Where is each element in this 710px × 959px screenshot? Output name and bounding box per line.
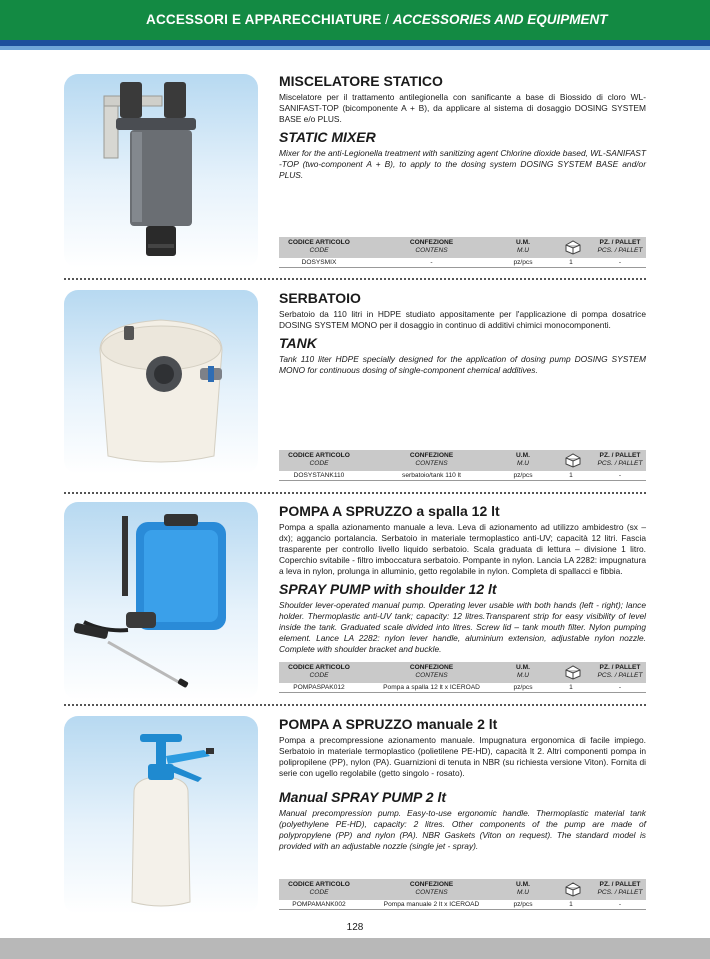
row-code: POMPASPAK012 [293,684,345,691]
pallet-header: PZ. / PALLET PCS. / PALLET [597,239,643,254]
spec-table-header [279,450,646,471]
backpack-sprayer-illustration [64,502,258,700]
backpack-sprayer-photo [64,502,258,700]
row-pallet: - [618,472,622,479]
spec-table-header [279,879,646,900]
product-desc-en: Tank 110 liter HDPE specially designed for the application of dosing pump DOSING SYSTEM MONO for continuous dosing of single-component chemical additives. [279,354,646,375]
code-header: CODICE ARTICOLO CODE [288,452,350,467]
row-code: DOSYSTANK110 [293,472,345,479]
page-number: 128 [346,922,364,933]
product-title-en: SPRAY PUMP with shoulder 12 lt [279,581,497,597]
pallet-header: PZ. / PALLET PCS. / PALLET [597,452,643,467]
row-um: pz/pcs [513,684,533,691]
header-stripe-light [0,46,710,50]
pack-header: CONFEZIONE CONTENS [409,664,454,679]
box-icon [565,665,581,680]
um-header: U.M. M.U [516,452,530,467]
row-pack: Pompa manuale 2 lt x ICEROAD [383,901,480,908]
um-header: U.M. M.U [516,239,530,254]
footer-bar [0,938,710,959]
spec-table [279,662,646,693]
product-title-it: POMPA A SPRUZZO manuale 2 lt [279,716,498,732]
table-row [279,471,646,481]
product-title-en: Manual SPRAY PUMP 2 lt [279,789,446,805]
row-um: pz/pcs [513,472,533,479]
spec-table [279,879,646,910]
spec-table-header [279,237,646,258]
row-box: 1 [569,684,573,691]
spec-table [279,450,646,481]
row-box: 1 [569,472,573,479]
code-header: CODICE ARTICOLO CODE [288,664,350,679]
product-title-en: STATIC MIXER [279,129,376,145]
product-desc-it: Serbatoio da 110 litri in HDPE studiato appositamente per l'applicazione di pompa dosatrice DOSING SYSTEM MONO per il dosaggio in continuo di additivi chimici monocomponenti. [279,309,646,330]
tank-photo [64,290,258,474]
header-separator: / [381,12,393,27]
static-mixer-text [279,73,646,181]
product-desc-it: Pompa a spalla azionamento manuale a leva. Leva di azionamento ad utilizzo ambidestro (sx – dx); aggancio portalancia. Serbatoio in materiale termoplastico anti-UV; capacità 12 litri. Fascia trasparente per controllo livello liquido serbatoio. Scala graduata di lettura – divisione 1 litro. Coperchio svitabile - filtro imboccatura serbatoio. Pompante in nylon. Lancia LA 2282: impugnatura a leva in nylon, prolunga in alluminio, getto regolabile in nylon. Completa di spallacci e fibbia. [279,522,646,576]
hand-sprayer-photo [64,716,258,914]
product-desc-it: Pompa a precompressione azionamento manuale. Impugnatura ergonomica di facile impiego. Serbatoio in materiale termoplastico (polietilene PE-HD), capacità lt 2. Altri componenti pompa in polipropilene (PP), nylon (PA). Guarnizioni di tenuta in NBR (su richiesta versione Viton). Fornita di serie con ugello regolabile (getto singolo - rosato). [279,735,646,778]
row-box: 1 [569,901,573,908]
backpack-sprayer-text [279,503,646,655]
product-title-it: POMPA A SPRUZZO a spalla 12 lt [279,503,500,519]
header-title-en: ACCESSORIES AND EQUIPMENT [392,12,608,27]
box-icon [565,453,581,468]
section-divider [64,492,646,494]
tank-text [279,290,646,376]
row-pack: Pompa a spalla 12 lt x ICEROAD [383,684,480,691]
product-desc-en: Mixer for the anti-Legionella treatment with sanitizing agent Chlorine dioxide based, WL-SANIFAST -TOP (two-component A + B), to apply to the dosing system DOSING SYSTEM BASE and/or PLUS. [279,148,646,180]
um-header: U.M. M.U [516,881,530,896]
row-um: pz/pcs [513,259,533,266]
product-title-en: TANK [279,335,317,351]
row-code: DOSYSMIX [301,259,337,266]
table-row [279,258,646,268]
product-title-it: MISCELATORE STATICO [279,73,443,89]
pack-header: CONFEZIONE CONTENS [409,881,454,896]
product-title-it: SERBATOIO [279,290,361,306]
row-code: POMPAMANK002 [292,901,346,908]
tank-illustration [64,290,258,474]
static-mixer-illustration [64,74,258,268]
section-divider [64,704,646,706]
row-um: pz/pcs [513,901,533,908]
box-icon [565,882,581,897]
header-title-it: ACCESSORI E APPARECCHIATURE [146,12,382,27]
hand-sprayer-text [279,716,646,852]
pallet-header: PZ. / PALLET PCS. / PALLET [597,881,643,896]
pack-header: CONFEZIONE CONTENS [409,239,454,254]
row-box: 1 [569,259,573,266]
hand-sprayer-illustration [64,716,258,914]
section-divider [64,278,646,280]
row-pallet: - [618,684,622,691]
table-row [279,900,646,910]
product-desc-en: Shoulder lever-operated manual pump. Operating lever usable with both hands (left - right); lance holder. Thermoplastic anti-UV tank; capacity: 12 litres.Transparent strip for easy visibility of level inside the tank. Graduated scale divided into litres. Screw lid – tank mouth filter. Nylon pumping element. Lance LA 2282: nylon lever handle, aluminium extension, adjustable nylon nozzle. Complete with shoulder bracket and buckle. [279,600,646,654]
row-pallet: - [618,901,622,908]
row-pallet: - [618,259,622,266]
page-header-title [146,0,607,40]
code-header: CODICE ARTICOLO CODE [288,239,350,254]
table-row [279,683,646,693]
code-header: CODICE ARTICOLO CODE [288,881,350,896]
row-pack: serbatoio/tank 110 lt [402,472,461,479]
row-pack: - [430,259,433,266]
spec-table-header [279,662,646,683]
static-mixer-photo [64,74,258,268]
pack-header: CONFEZIONE CONTENS [409,452,454,467]
product-desc-en: Manual precompression pump. Easy-to-use ergonomic handle. Thermoplastic material tank (polyethylene PE-HD), capacity: 2 litres. Other components of the pump are made of polypropylene (PP) and nylon (PA). NBR Gaskets (Viton on request). The standard model is provided with an adjustable nozzle (single jet - spray). [279,808,646,851]
product-desc-it: Miscelatore per il trattamento antilegionella con sanificante a base di Biossido di cloro WL-SANIFAST-TOP (bicomponente A + B), da applicare al sistema di dosaggio DOSING SYSTEM BASE e/o PLUS. [279,92,646,124]
um-header: U.M. M.U [516,664,530,679]
spec-table [279,237,646,268]
pallet-header: PZ. / PALLET PCS. / PALLET [597,664,643,679]
box-icon [565,240,581,255]
